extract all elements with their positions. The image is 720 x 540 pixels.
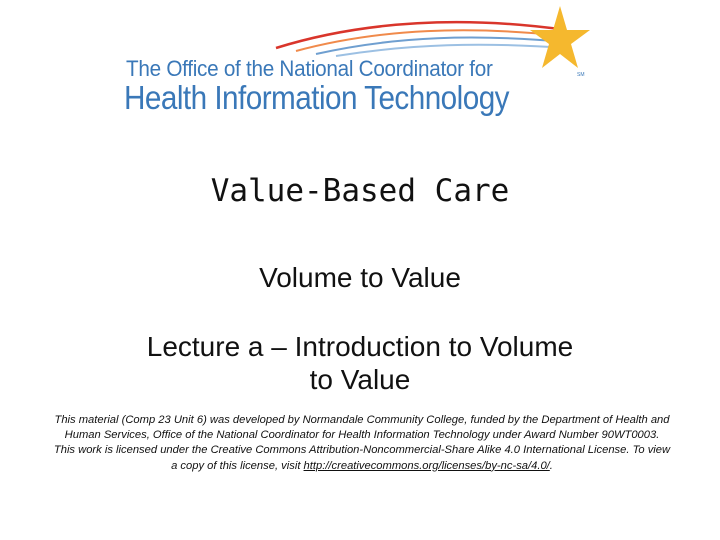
slide-subtitle: Volume to Value: [259, 262, 461, 293]
onc-logo: [126, 6, 596, 118]
license-end: .: [549, 459, 553, 472]
logo-line-2: Health Information Technology: [124, 79, 509, 116]
license-footer: [52, 413, 672, 474]
slide-title: Value-Based Care: [210, 173, 510, 209]
lecture-line-1: Lecture a – Introduction to Volume: [146, 331, 574, 362]
lecture-line-2: to Value: [309, 364, 411, 395]
attribution-text: This material (Comp 23 Unit 6) was developed by Normandale Community College, funded by the Department of Health and Human Services, Office of the National Coordinator for Health Information Technology under Award Number 90WT0003.: [54, 414, 670, 442]
lecture-heading: [0, 330, 720, 396]
license-link[interactable]: http://creativecommons.org/licenses/by-nc-sa/4.0/: [303, 459, 550, 472]
logo-line-1: The Office of the National Coordinator for: [126, 56, 493, 81]
license-text: This work is licensed under the Creative Commons Attribution-Noncommercial-Share Alike 4.0 International License. To view a copy of this license, visit: [53, 444, 671, 472]
service-mark: SM: [577, 72, 585, 78]
